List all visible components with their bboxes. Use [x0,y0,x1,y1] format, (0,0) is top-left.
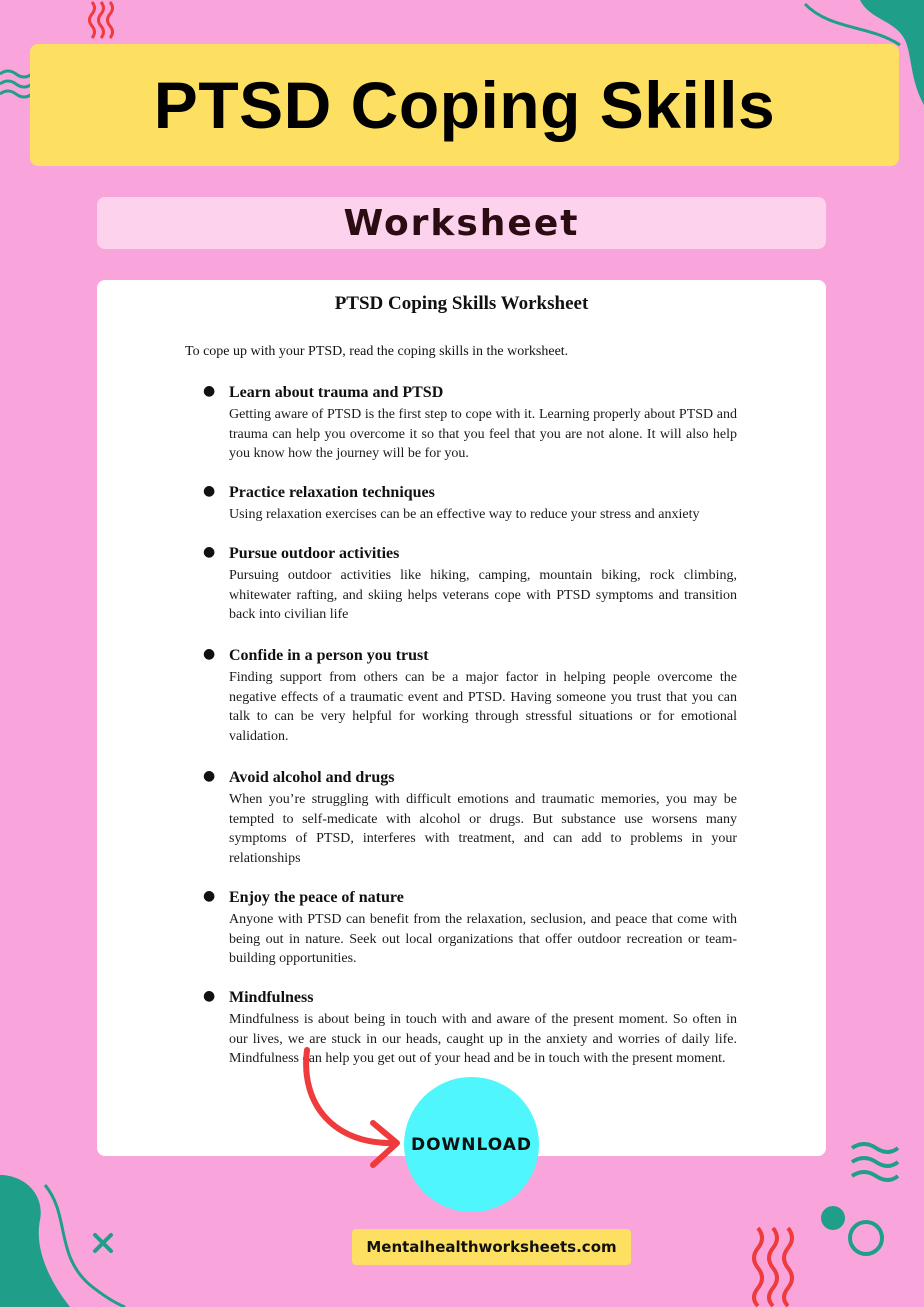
bullet-icon: ● [203,383,216,399]
skill-item [203,483,737,525]
skill-heading: Practice relaxation techniques [229,484,435,501]
skill-heading: Avoid alcohol and drugs [229,769,395,786]
document-title: PTSD Coping Skills Worksheet [334,293,589,314]
skill-item [203,646,737,746]
skill-body: Mindfulness is about being in touch with and aware of the present moment. So often in our lives, we are stuck in our heads, caught up in the anxiety and worries of daily life. Mindfulness can help you get out of your head and be in touch with the present moment. [229,1012,737,1066]
wave-lines-icon [850,1140,900,1188]
bullet-icon: ● [203,768,216,784]
skill-item [203,544,737,625]
skill-body: Getting aware of PTSD is the first step to cope with it. Learning properly about PTSD and trauma can help you overcome it so that you feel that you are not alone. It will also help you know how the journey will be for you. [229,407,737,461]
download-button[interactable]: DOWNLOAD [404,1077,539,1212]
website-badge[interactable]: Mentalhealthworksheets.com [352,1229,631,1265]
skill-item [203,888,737,969]
skill-item [203,988,737,1069]
bullet-icon: ● [203,483,216,499]
squiggle-icon [748,1226,804,1307]
skill-body: Finding support from others can be a major factor in helping people overcome the negative effects of a traumatic event and PTSD. Having someone you trust that you can talk to can be very helpful for working through stressful situations or for emotional validation. [229,670,737,744]
bullet-icon: ● [203,888,216,904]
dot-circles-icon [818,1200,888,1260]
page-title: PTSD Coping Skills [153,68,776,142]
page-subtitle: Worksheet [343,202,580,244]
skill-heading: Enjoy the peace of nature [229,889,404,906]
skill-item [203,768,737,868]
wave-lines-icon [0,66,34,106]
arrow-icon [295,1045,405,1175]
document-intro: To cope up with your PTSD, read the coping skills in the worksheet. [185,344,569,359]
bullet-icon: ● [203,646,216,662]
skill-heading: Confide in a person you trust [229,647,429,664]
bullet-icon: ● [203,988,216,1004]
cross-icon [92,1232,114,1254]
skill-body: Anyone with PTSD can benefit from the relaxation, seclusion, and peace that come with being out in nature. Seek out local organizations that offer outdoor recreation or team-building opportunities. [229,912,737,966]
subtitle-banner [97,197,826,249]
skill-heading: Learn about trauma and PTSD [229,384,444,401]
skill-body: When you’re struggling with difficult emotions and traumatic memories, you may be tempted to self-medicate with alcohol or drugs. But substance use worsens many symptoms of PTSD, interferes with treatment, and can add to problems in your relationships [229,792,737,866]
teal-blob-shape [0,1175,140,1307]
skill-body: Pursuing outdoor activities like hiking, camping, mountain biking, rock climbing, whitewater rafting, and skiing helps veterans cope with PTSD symptoms and transition back into civilian life [229,568,737,622]
worksheet-card [97,280,826,1156]
skill-heading: Pursue outdoor activities [229,545,400,562]
skill-item [203,383,737,464]
squiggle-icon [86,0,122,46]
skill-body: Using relaxation exercises can be an effective way to reduce your stress and anxiety [229,507,700,522]
skill-heading: Mindfulness [229,989,314,1006]
title-banner [30,44,899,166]
bullet-icon: ● [203,544,216,560]
